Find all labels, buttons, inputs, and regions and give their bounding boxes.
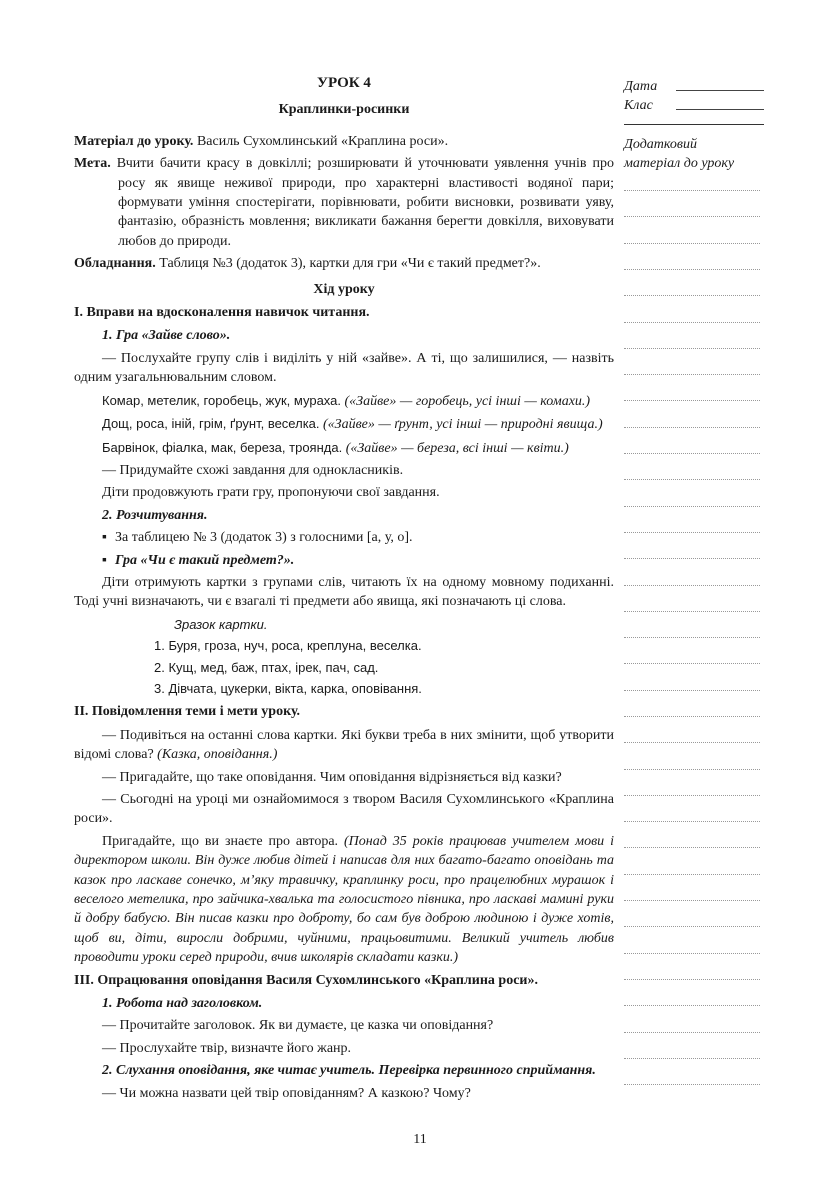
note-line	[624, 874, 760, 875]
lesson-title: УРОК 4	[317, 75, 371, 91]
example3-answer: («Зайве» — береза, всі інші — квіти.)	[345, 440, 569, 456]
sidebar	[624, 76, 764, 173]
note-line	[624, 506, 760, 507]
note-line	[624, 795, 760, 796]
bullet-table: ▪ За таблицею № 3 (додаток 3) з голосними [а, у, о].	[74, 528, 614, 547]
material-text: Василь Сухомлинський «Краплина роси».	[196, 133, 449, 149]
note-line	[624, 663, 760, 664]
class-row	[624, 95, 764, 114]
warmup-title: 2. Розчитування.	[102, 507, 208, 523]
note-line	[624, 821, 760, 822]
page-number: 11	[413, 1132, 427, 1147]
note-line	[624, 243, 760, 244]
goal-label: Мета.	[74, 156, 111, 172]
note-line	[624, 216, 760, 217]
section2-p4	[74, 832, 614, 968]
note-line	[624, 847, 760, 848]
section2-p4-answer: (Понад 35 років працював учителем мови і директором школи. Він дуже любив дітей і написав для них багато-багато оповідань та казок про ласкаве сонечко, м’яку травичку, краплинку роси, про працелюбних мурашок і веселого метелика, про зайчика-хвалька та голосистого півника, про ласкаві мамині руки й добру бабусю. Він писав казки про доброту, бо сам був доброю людиною і дуже хотів, щоб ви, діти, виросли добрими, чуйними, працьовитими. Великий учитель любив проводити уроки серед природи, вчив школярів складати казки.)	[74, 833, 614, 966]
sample-item: 1. Буря, гроза, нуч, роса, креплуна, веселка.	[154, 638, 422, 654]
note-line	[624, 585, 760, 586]
goal-text: Вчити бачити красу в довкіллі; розширювати й уточнювати уявлення учнів про росу як явище неживої природи, про характерні властивості водяної пари; формувати уміння спостерігати, порівнювати, робити висновки, розвивати уяву, фантазію, образність мовлення; викликати бажання берегти довкілля, виховувати любов до природи.	[116, 156, 614, 249]
continue-text: Діти продовжують грати гру, пропонуючи свої завдання.	[102, 485, 440, 501]
example3-words: Барвінок, фіалка, мак, береза, троянда.	[102, 439, 343, 455]
class-blank	[676, 109, 764, 110]
sample-title: Зразок картки.	[174, 616, 268, 632]
note-line	[624, 295, 760, 296]
listen-title: 2. Слухання оповідання, яке читає учитель. Перевірка первинного сприймання.	[102, 1063, 596, 1079]
main-column	[74, 74, 614, 1106]
note-line	[624, 637, 760, 638]
date-row	[624, 76, 764, 95]
example1	[74, 391, 614, 411]
example2	[74, 414, 614, 434]
section2-p1-text: — Подивіться на останні слова картки. Які букви треба в них змінити, щоб утворити відомі слова?	[74, 727, 614, 763]
note-line	[624, 953, 760, 954]
note-line	[624, 716, 760, 717]
note-line	[624, 532, 760, 533]
section2-p1-answer: (Казка, оповідання.)	[157, 747, 278, 763]
note-line	[624, 348, 760, 349]
work-title: 1. Робота над заголовком.	[102, 996, 263, 1012]
note-line	[624, 427, 760, 428]
example2-words: Дощ, роса, іній, грім, ґрунт, веселка.	[102, 416, 320, 432]
section3-title: ІІІ. Опрацювання оповідання Василя Сухомлинського «Краплина роси».	[74, 972, 538, 988]
date-blank	[676, 90, 764, 91]
note-line	[624, 690, 760, 691]
note-line	[624, 769, 760, 770]
extra-material-label	[624, 135, 764, 173]
question-3: — Чи можна назвати цей твір оповіданням? А казкою? Чому?	[102, 1085, 471, 1101]
game1-title: 1. Гра «Зайве слово».	[102, 328, 231, 344]
note-line	[624, 1084, 760, 1085]
note-line	[624, 558, 760, 559]
example1-words: Комар, метелик, горобець, жук, мураха.	[102, 392, 341, 408]
note-line	[624, 926, 760, 927]
note-line	[624, 742, 760, 743]
note-line	[624, 1005, 760, 1006]
sample-list	[74, 636, 614, 698]
bullet-game: ▪ Гра «Чи є такий предмет?».	[74, 551, 614, 570]
note-line	[624, 269, 760, 270]
goal-paragraph	[74, 154, 614, 251]
class-label: Клас	[624, 98, 653, 113]
equipment-text: Таблиця №3 (додаток 3), картки для гри «Чи є такий предмет?».	[159, 256, 541, 272]
section2-p1	[74, 726, 614, 765]
cards-text: Діти отримують картки з групами слів, читають їх на одному мовному подиханні. Тоді учні визначають, чи є взагалі ті предмети або явища, які позначають ці слова.	[74, 574, 614, 610]
lesson-topic: Краплинки-росинки	[278, 102, 410, 118]
extra-label-line1: Додатковий	[624, 137, 698, 152]
section2-p3: — Сьогодні на уроці ми ознайомимося з твором Василя Сухомлинського «Краплина роси».	[74, 792, 614, 827]
course-title: Хід уроку	[313, 281, 375, 297]
extra-label-line2: матеріал до уроку	[624, 156, 735, 171]
note-line	[624, 900, 760, 901]
sample-item: 3. Дівчата, цукерки, вікта, карка, оповівання.	[154, 680, 422, 696]
date-label: Дата	[624, 79, 658, 94]
note-line	[624, 611, 760, 612]
note-line	[624, 190, 760, 191]
material-paragraph	[74, 132, 614, 151]
equipment-paragraph	[74, 254, 614, 273]
game1-instruction: — Послухайте групу слів і виділіть у ній «зайве». А ті, що залишилися, — назвіть одним узагальнювальним словом.	[74, 350, 614, 386]
note-line	[624, 453, 760, 454]
note-line	[624, 1058, 760, 1059]
section2-p2: — Пригадайте, що таке оповідання. Чим оповідання відрізняється від казки?	[102, 769, 562, 785]
sidebar-rule	[624, 124, 764, 125]
note-line	[624, 400, 760, 401]
invent-task: — Придумайте схожі завдання для однокласників.	[102, 462, 404, 478]
note-line	[624, 322, 760, 323]
section2-p4-text: Пригадайте, що ви знаєте про автора.	[102, 833, 339, 849]
note-line	[624, 1032, 760, 1033]
equipment-label: Обладнання.	[74, 256, 156, 272]
note-line	[624, 479, 760, 480]
example3	[74, 438, 614, 458]
material-label: Матеріал до уроку.	[74, 133, 194, 149]
note-line	[624, 374, 760, 375]
question-2: — Прослухайте твір, визначте його жанр.	[102, 1040, 352, 1056]
question-1: — Прочитайте заголовок. Як ви думаєте, це казка чи оповідання?	[102, 1018, 494, 1034]
section1-title: І. Вправи на вдосконалення навичок читання.	[74, 305, 370, 321]
section2-title: ІІ. Повідомлення теми і мети уроку.	[74, 704, 301, 720]
example2-answer: («Зайве» — ґрунт, усі інші — природні явища.)	[323, 417, 603, 433]
example1-answer: («Зайве» — горобець, усі інші — комахи.)	[344, 393, 591, 409]
note-line	[624, 979, 760, 980]
sample-item: 2. Кущ, мед, баж, птах, ірек, пач, сад.	[154, 659, 379, 675]
